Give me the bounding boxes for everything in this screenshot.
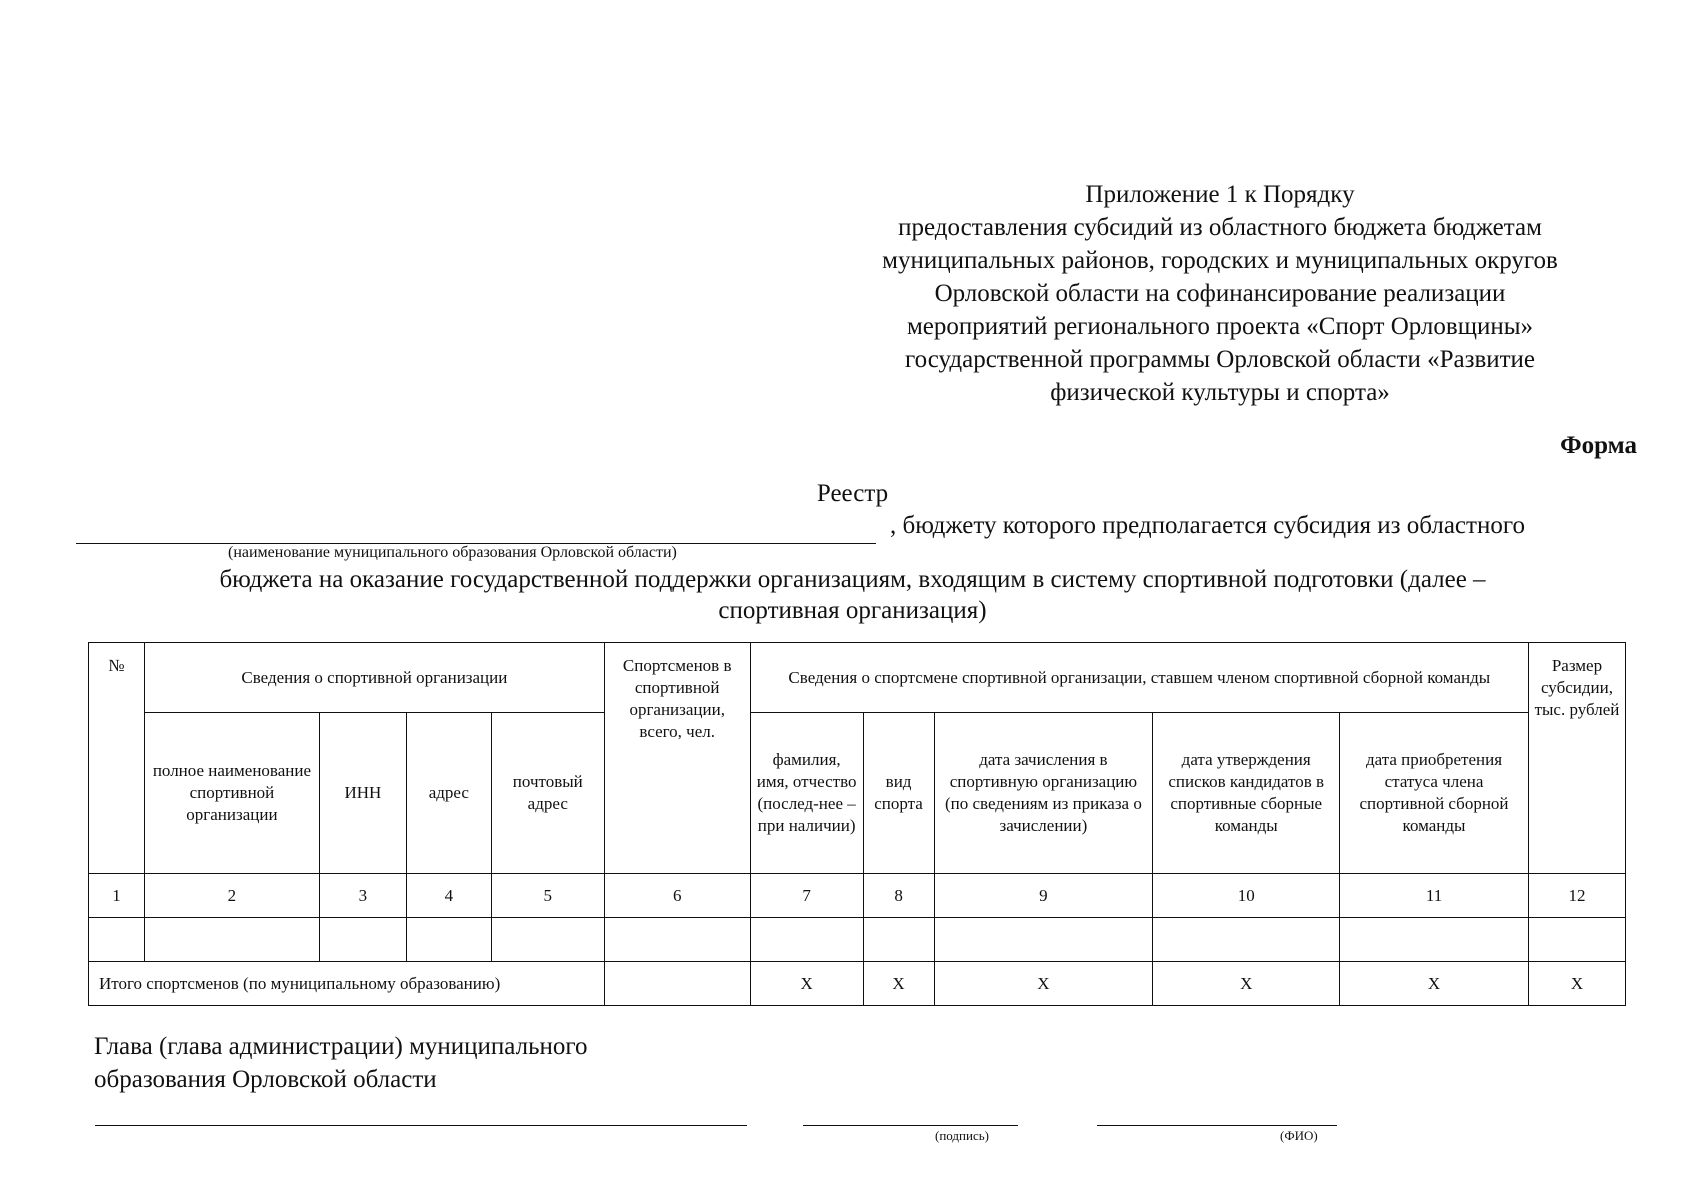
total-row <box>89 962 1626 1006</box>
total-mark: X <box>863 962 934 1006</box>
header-row-1 <box>89 643 1626 713</box>
column-number: 11 <box>1340 874 1529 918</box>
column-number: 5 <box>491 874 604 918</box>
fio-blank-line <box>1097 1125 1337 1126</box>
header-postal-address: почтовый адрес <box>491 713 604 874</box>
appendix-line: мероприятий регионального проекта «Спорт Орловщины» <box>906 313 1534 340</box>
empty-cell <box>750 918 863 962</box>
column-number: 9 <box>934 874 1153 918</box>
empty-cell <box>934 918 1153 962</box>
municipality-caption: (наименование муниципального образования Орловской области) <box>228 544 677 561</box>
empty-cell <box>319 918 406 962</box>
total-mark: X <box>1528 962 1625 1006</box>
empty-cell <box>604 918 750 962</box>
empty-cell <box>491 918 604 962</box>
header-row-2 <box>89 713 1626 874</box>
column-number: 3 <box>319 874 406 918</box>
signatory-line-2: образования Орловской области <box>94 1066 437 1093</box>
column-number: 10 <box>1153 874 1340 918</box>
empty-cell <box>863 918 934 962</box>
document-title: Реестр <box>816 480 889 507</box>
appendix-line: предоставления субсидий из областного бюджета бюджетам <box>898 214 1542 241</box>
header-status-date: дата приобретения статуса члена спортивной сборной команды <box>1340 713 1529 874</box>
total-mark: X <box>1340 962 1529 1006</box>
empty-cell <box>406 918 491 962</box>
column-number: 1 <box>89 874 145 918</box>
fio-caption: (ФИО) <box>1280 1128 1318 1143</box>
header-full-name: полное наименование спортивной организации <box>144 713 319 874</box>
header-number: № <box>89 643 145 874</box>
signature-caption: (подпись) <box>935 1128 989 1143</box>
column-number: 2 <box>144 874 319 918</box>
appendix-line: государственной программы Орловской области «Развитие <box>904 346 1536 373</box>
signatory-title <box>94 1030 588 1096</box>
signatory-line-1: Глава (глава администрации) муниципального <box>94 1033 588 1060</box>
empty-cell <box>1528 918 1625 962</box>
total-label: Итого спортсменов (по муниципальному образованию) <box>89 962 605 1006</box>
title-line-2: бюджета на оказание государственной поддержки организациям, входящим в систему спортивной подготовки (далее – <box>219 566 1486 593</box>
appendix-header <box>820 178 1620 409</box>
empty-cell <box>144 918 319 962</box>
appendix-line: Приложение 1 к Порядку <box>1085 181 1355 208</box>
column-number: 12 <box>1528 874 1625 918</box>
total-mark: X <box>934 962 1153 1006</box>
total-athletes-cell <box>604 962 750 1006</box>
column-number: 8 <box>863 874 934 918</box>
registry-table <box>88 642 1626 1006</box>
empty-cell <box>89 918 145 962</box>
column-number: 4 <box>406 874 491 918</box>
column-numbers-row <box>89 874 1626 918</box>
form-label: Форма <box>1560 432 1637 459</box>
title-continuation <box>100 564 1605 626</box>
empty-cell <box>1153 918 1340 962</box>
header-athlete-info: Сведения о спортсмене спортивной организации, ставшем членом спортивной сборной команды <box>750 643 1528 713</box>
title-line-1: , бюджету которого предполагается субсидия из областного <box>890 512 1525 539</box>
header-approval-date: дата утверждения списков кандидатов в спортивные сборные команды <box>1153 713 1340 874</box>
header-inn: ИНН <box>319 713 406 874</box>
header-enroll-date: дата зачисления в спортивную организацию (по сведениям из приказа о зачислении) <box>934 713 1153 874</box>
appendix-line: физической культуры и спорта» <box>1050 379 1390 406</box>
header-fio: фамилия, имя, отчество (послед-нее – при наличии) <box>750 713 863 874</box>
empty-cell <box>1340 918 1529 962</box>
column-number: 6 <box>604 874 750 918</box>
empty-data-row <box>89 918 1626 962</box>
position-blank-line <box>95 1125 747 1126</box>
title-line-3: спортивная организация) <box>718 597 987 624</box>
column-number: 7 <box>750 874 863 918</box>
header-subsidy: Размер субсидии, тыс. рублей <box>1528 643 1625 874</box>
appendix-line: Орловской области на софинансирование реализации <box>934 280 1506 307</box>
header-org-info: Сведения о спортивной организации <box>144 643 604 713</box>
header-sport: вид спорта <box>863 713 934 874</box>
total-mark: X <box>1153 962 1340 1006</box>
signature-blank-line <box>803 1125 1018 1126</box>
appendix-line: муниципальных районов, городских и муниципальных округов <box>882 247 1558 274</box>
header-athletes-count: Спортсменов в спортивной организации, всего, чел. <box>604 643 750 874</box>
header-address: адрес <box>406 713 491 874</box>
total-mark: X <box>750 962 863 1006</box>
